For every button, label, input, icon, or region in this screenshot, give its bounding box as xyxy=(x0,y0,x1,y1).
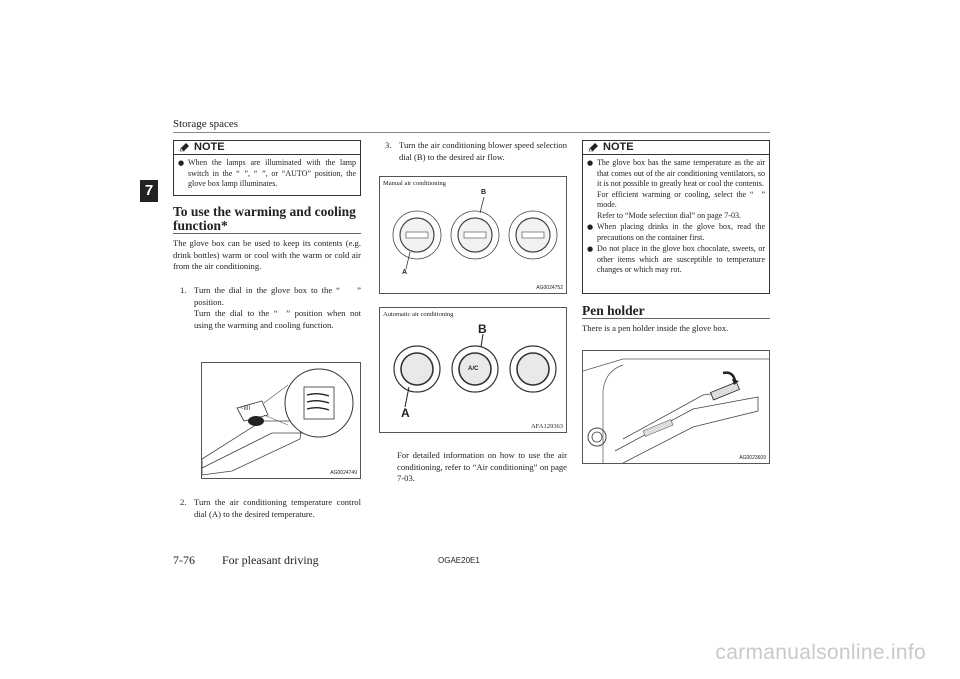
step-2-text: Turn the air conditioning temperature control dial (A) to the desired temperature. xyxy=(194,497,361,519)
note-item-text: When the lamps are illuminated with the lamp switch in the “ ”, “ ”, or “AUTO” position, the glove box lamp illuminates. xyxy=(188,158,356,188)
watermark: carmanualsonline.info xyxy=(715,641,926,664)
pen-holder-text: There is a pen holder inside the glove box. xyxy=(582,323,729,333)
note-item xyxy=(178,158,356,190)
bullet-icon: ● xyxy=(587,159,594,167)
figure-manual-ac xyxy=(379,176,567,294)
step-number: 3. xyxy=(385,140,392,150)
label-a: A xyxy=(401,406,410,420)
chapter-tab: 7 xyxy=(140,180,158,202)
step-1 xyxy=(180,285,361,331)
step-2 xyxy=(180,497,361,520)
figure-pen-holder xyxy=(582,350,770,464)
bullet-icon: ● xyxy=(587,245,594,253)
note-item-text: Do not place in the glove box chocolate, sweets, or other items which are susceptible to temperature changes or which may rot. xyxy=(597,244,765,274)
note-item-text: When placing drinks in the glove box, read the precautions on the container first. xyxy=(597,222,765,242)
note-box-lamps xyxy=(173,140,361,196)
figure-glove-box-dial xyxy=(201,362,361,479)
note-item-text: Refer to “Mode selection dial” on page 7-03. xyxy=(597,210,741,220)
section-rule xyxy=(582,318,770,319)
section-heading-pen-holder: Pen holder xyxy=(582,303,645,318)
section-intro: The glove box can be used to keep its contents (e.g. drink bottles) warm or cool with the warm or cold air from the air conditioning. xyxy=(173,238,361,271)
note-pen-icon xyxy=(179,142,190,153)
note-item xyxy=(587,244,765,276)
note-item-text: The glove box has the same temperature as the air that comes out of the air conditioning ventilators, so it is not possible to greatly heat or cool the contents. xyxy=(597,158,765,188)
step-1-text-a: Turn the dial in the glove box to the “ ” position. xyxy=(194,285,361,307)
figure-code: AG0024752 xyxy=(536,285,563,291)
note-header xyxy=(583,141,769,155)
section-heading-warming-cooling: To use the warming and cooling function* xyxy=(173,204,356,233)
figure-code: AG0024749 xyxy=(330,470,357,476)
pen-holder-illustration xyxy=(583,351,770,464)
document-code: OGAE20E1 xyxy=(438,556,480,565)
figure-code: AFA129363 xyxy=(530,423,563,430)
header-rule xyxy=(173,132,770,133)
note-item xyxy=(587,158,765,221)
note-item-text: For efficient warming or cooling, select the “ ” mode. xyxy=(597,189,765,209)
note-label: NOTE xyxy=(194,141,225,153)
ac-dial-text: A/C xyxy=(468,366,479,372)
figure-caption: Manual air conditioning xyxy=(383,180,446,187)
note-item xyxy=(587,222,765,243)
step-3 xyxy=(385,140,567,163)
page-header-title: Storage spaces xyxy=(173,118,239,130)
bullet-icon: ● xyxy=(587,223,594,231)
note-body xyxy=(174,155,360,193)
glove-box-illustration xyxy=(202,363,361,479)
chapter-name: For pleasant driving xyxy=(222,553,319,567)
figure-code: AG0023609 xyxy=(739,455,766,461)
manual-ac-dials xyxy=(380,177,567,294)
page-number: 7-76 xyxy=(173,553,195,567)
note-label: NOTE xyxy=(603,141,634,153)
note-body xyxy=(583,155,769,279)
note-pen-icon xyxy=(588,142,599,153)
svg-text:~IIII: ~IIII xyxy=(240,406,251,412)
label-b: B xyxy=(481,189,487,196)
step-number: 2. xyxy=(180,497,187,507)
bullet-icon: ● xyxy=(178,159,185,167)
figure-automatic-ac xyxy=(379,307,567,433)
section-rule xyxy=(173,233,361,234)
label-b: B xyxy=(478,322,487,336)
label-a: A xyxy=(402,269,408,276)
step-1-text-b: Turn the dial to the “ ” position when not using the warming and cooling function. xyxy=(194,308,361,330)
note-header xyxy=(174,141,360,155)
step-3-text: Turn the air conditioning blower speed selection dial (B) to the desired air flow. xyxy=(399,140,567,162)
step-number: 1. xyxy=(180,285,187,295)
ac-reference-text: For detailed information on how to use the air conditioning, refer to “Air conditioning” on page 7-03. xyxy=(397,450,567,483)
figure-caption: Automatic air conditioning xyxy=(383,311,454,318)
note-box-glove-box xyxy=(582,140,770,294)
